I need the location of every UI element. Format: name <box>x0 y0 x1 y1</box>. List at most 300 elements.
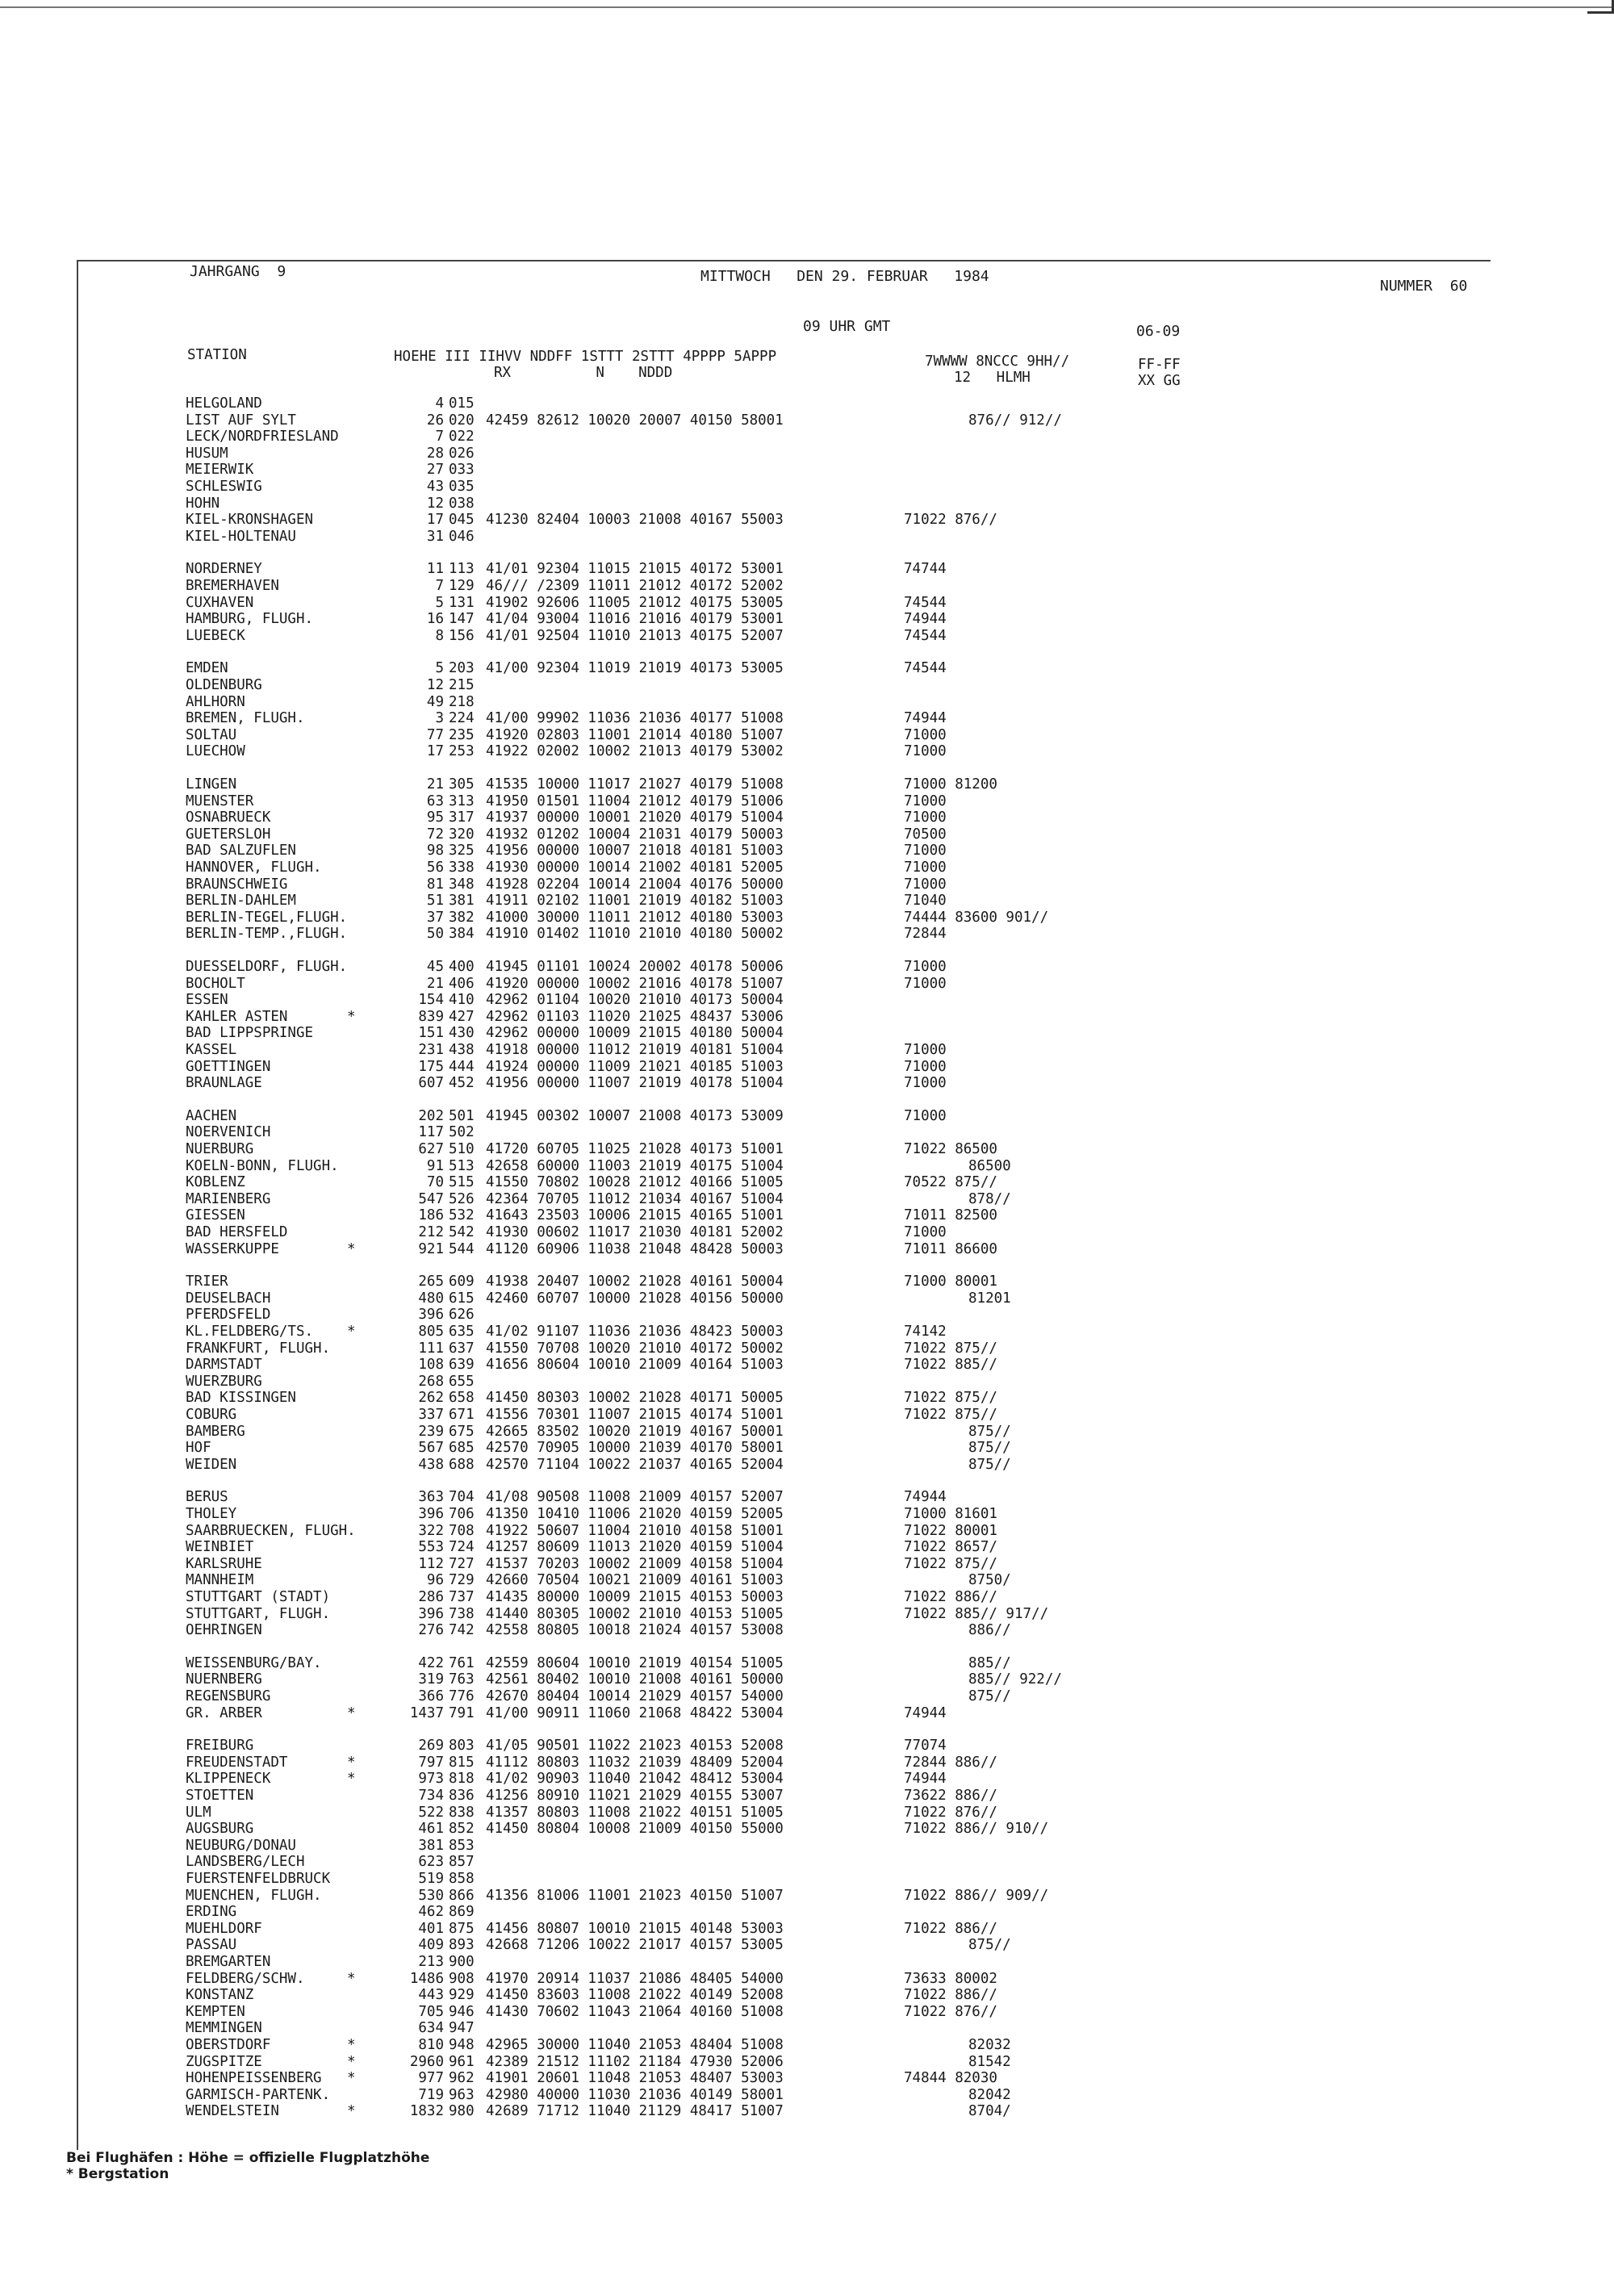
station-name: HUSUM <box>186 445 228 462</box>
observation-groups: 41450 83603 11008 21022 40149 52008 <box>486 1987 784 2004</box>
station-height: 265 <box>418 1273 444 1290</box>
table-row <box>0 1440 1614 1456</box>
station-name: REGENSBURG <box>186 1688 271 1704</box>
observation-groups: 41556 70301 11007 21015 40174 51001 <box>486 1407 784 1423</box>
station-name: FELDBERG/SCHW. <box>186 1970 305 1987</box>
station-height: 322 <box>418 1522 444 1539</box>
station-index: 961 <box>449 2053 475 2070</box>
station-index: 929 <box>449 1987 475 2004</box>
observation-groups: 41922 50607 11004 21010 40158 51001 <box>486 1522 784 1539</box>
observation-groups: 41456 80807 10010 21015 40148 53003 <box>486 1920 784 1937</box>
station-name: GIESSEN <box>186 1207 245 1224</box>
station-height: 462 <box>418 1904 444 1921</box>
observation-groups: 41970 20914 11037 21086 48405 54000 <box>486 1970 784 1987</box>
station-height: 81 <box>426 876 444 893</box>
station-name: TRIER <box>186 1273 228 1290</box>
station-index: 253 <box>449 743 475 760</box>
weather-groups: 74444 83600 901// <box>904 909 1049 926</box>
station-name: BERUS <box>186 1489 228 1506</box>
cloud-groups: 875// <box>968 1456 1011 1473</box>
station-height: 12 <box>426 677 444 693</box>
station-index: 038 <box>449 495 475 512</box>
table-row <box>0 496 1614 512</box>
observation-groups: 42561 80402 10010 21008 40161 50000 <box>486 1671 784 1688</box>
station-name: DUESSELDORF, FLUGH. <box>186 959 348 975</box>
station-name: NORDERNEY <box>186 561 262 578</box>
station-index: 427 <box>449 1008 475 1025</box>
station-index: 791 <box>449 1704 475 1721</box>
table-row <box>0 1273 1614 1290</box>
station-height: 634 <box>418 2020 444 2037</box>
station-name: HOHN <box>186 495 220 512</box>
weather-groups: 71000 <box>904 1058 947 1075</box>
table-row <box>0 2037 1614 2053</box>
table-row <box>0 1407 1614 1423</box>
table-row <box>0 1606 1614 1622</box>
observation-groups: 41256 80910 11021 21029 40155 53007 <box>486 1788 784 1804</box>
station-height: 154 <box>418 992 444 1009</box>
station-name: BERLIN-TEMP.,FLUGH. <box>186 926 348 943</box>
station-height: 461 <box>418 1821 444 1838</box>
weather-groups: 71000 81200 <box>904 776 997 793</box>
weather-groups: 74544 <box>904 627 947 644</box>
weather-groups: 71000 <box>904 1107 947 1124</box>
station-height: 1832 <box>409 2103 444 2120</box>
station-height: 5 <box>435 660 444 677</box>
station-height: 2960 <box>409 2053 444 2070</box>
station-index: 203 <box>449 660 475 677</box>
station-height: 1486 <box>409 1970 444 1987</box>
table-row <box>0 1788 1614 1804</box>
station-height: 51 <box>426 893 444 910</box>
observation-groups: 41230 82404 10003 21008 40167 55003 <box>486 512 784 529</box>
station-height: 519 <box>418 1871 444 1887</box>
observation-groups: 41000 30000 11011 21012 40180 53003 <box>486 909 784 926</box>
observation-groups: 42460 60707 10000 21028 40156 50000 <box>486 1290 784 1307</box>
jahrgang-label: JAHRGANG 9 <box>190 263 286 280</box>
table-row <box>0 1556 1614 1572</box>
station-index: 046 <box>449 528 475 545</box>
ff-column-header: FF-FF <box>1138 357 1181 373</box>
station-name: MEMMINGEN <box>186 2020 262 2037</box>
station-index: 706 <box>449 1506 475 1522</box>
station-index: 430 <box>449 1025 475 1042</box>
table-row <box>0 1539 1614 1555</box>
table-row <box>0 660 1614 676</box>
station-name: COBURG <box>186 1407 237 1423</box>
station-height: 805 <box>418 1324 444 1340</box>
station-name: KEMPTEN <box>186 2003 245 2020</box>
observation-groups: 41357 80803 11008 21022 40151 51005 <box>486 1804 784 1821</box>
station-name: HELGOLAND <box>186 395 262 412</box>
observation-groups: 41910 01402 11010 21010 40180 50002 <box>486 926 784 943</box>
station-name: KL.FELDBERG/TS. <box>186 1324 314 1340</box>
table-row <box>0 1854 1614 1870</box>
station-name: AACHEN <box>186 1107 237 1124</box>
station-name: MEIERWIK <box>186 462 254 479</box>
station-index: 033 <box>449 462 475 479</box>
observation-groups: 41920 00000 10002 21016 40178 51007 <box>486 975 784 992</box>
station-index: 406 <box>449 975 475 992</box>
table-row <box>0 976 1614 992</box>
station-name: AUGSBURG <box>186 1821 254 1838</box>
observation-groups: 42665 83502 10020 21019 40167 50001 <box>486 1423 784 1440</box>
station-index: 635 <box>449 1324 475 1340</box>
station-index: 381 <box>449 893 475 910</box>
station-height: 72 <box>426 826 444 843</box>
table-row <box>0 512 1614 528</box>
observation-groups: 41257 80609 11013 21020 40159 51004 <box>486 1539 784 1556</box>
station-name: NEUBURG/DONAU <box>186 1837 296 1854</box>
observation-groups: 41/02 91107 11036 21036 48423 50003 <box>486 1324 784 1340</box>
station-name: KAHLER ASTEN <box>186 1008 288 1025</box>
station-name: KOELN-BONN, FLUGH. <box>186 1157 339 1174</box>
weather-groups: 71000 <box>904 743 947 760</box>
station-height: 45 <box>426 959 444 975</box>
table-row <box>0 694 1614 710</box>
station-height: 239 <box>418 1423 444 1440</box>
station-name: ULM <box>186 1804 211 1821</box>
station-height: 56 <box>426 859 444 876</box>
station-index: 320 <box>449 826 475 843</box>
observation-groups: 41950 01501 11004 21012 40179 51006 <box>486 793 784 809</box>
station-name: WEINBIET <box>186 1539 254 1556</box>
station-index: 615 <box>449 1290 475 1307</box>
station-index: 022 <box>449 429 475 445</box>
station-name: GOETTINGEN <box>186 1058 271 1075</box>
station-name: SCHLESWIG <box>186 479 262 495</box>
table-row <box>0 429 1614 445</box>
station-index: 980 <box>449 2103 475 2120</box>
station-index: 444 <box>449 1058 475 1075</box>
station-name: GUETERSLOH <box>186 826 271 843</box>
weather-groups: 71000 <box>904 793 947 809</box>
table-row <box>0 1523 1614 1539</box>
observation-groups: 42689 71712 11040 21129 48417 51007 <box>486 2103 784 2120</box>
station-name: BOCHOLT <box>186 975 245 992</box>
station-height: 810 <box>418 2037 444 2053</box>
station-name: LIST AUF SYLT <box>186 412 296 429</box>
observation-groups: 42668 71206 10022 21017 40157 53005 <box>486 1937 784 1954</box>
station-name: FUERSTENFELDBRUCK <box>186 1871 331 1887</box>
station-height: 95 <box>426 809 444 826</box>
table-row <box>0 1324 1614 1340</box>
table-row <box>0 529 1614 545</box>
weather-groups: 70500 <box>904 826 947 843</box>
station-index: 544 <box>449 1240 475 1257</box>
observation-groups: 41/00 99902 11036 21036 40177 51008 <box>486 710 784 727</box>
station-height: 98 <box>426 843 444 859</box>
station-index: 400 <box>449 959 475 975</box>
observation-groups: 41120 60906 11038 21048 48428 50003 <box>486 1240 784 1257</box>
table-row <box>0 893 1614 909</box>
observation-groups: 42962 00000 10009 21015 40180 50004 <box>486 1025 784 1042</box>
weather-groups: 71022 886// <box>904 1987 997 2004</box>
weather-groups: 74744 <box>904 561 947 578</box>
station-name: KARLSRUHE <box>186 1555 262 1572</box>
station-height: 21 <box>426 776 444 793</box>
station-height: 175 <box>418 1058 444 1075</box>
ff-column-subheader: XX GG <box>1138 373 1181 389</box>
observation-groups: 42660 70504 10021 21009 40161 51003 <box>486 1572 784 1589</box>
station-height: 553 <box>418 1539 444 1556</box>
station-height: 21 <box>426 975 444 992</box>
observation-groups: 41956 00000 11007 21019 40178 51004 <box>486 1075 784 1092</box>
station-index: 156 <box>449 627 475 644</box>
station-height: 522 <box>418 1804 444 1821</box>
station-height: 269 <box>418 1738 444 1754</box>
table-row <box>0 710 1614 726</box>
table-row <box>0 1871 1614 1887</box>
table-row <box>0 876 1614 893</box>
table-row <box>0 1424 1614 1440</box>
station-index: 688 <box>449 1456 475 1473</box>
station-index: 852 <box>449 1821 475 1838</box>
station-height: 366 <box>418 1688 444 1704</box>
weather-groups: 71000 <box>904 843 947 859</box>
station-index: 655 <box>449 1373 475 1390</box>
station-height: 91 <box>426 1157 444 1174</box>
station-index: 639 <box>449 1357 475 1374</box>
table-row <box>0 1042 1614 1058</box>
table-row <box>0 1390 1614 1406</box>
observation-groups: 41937 00000 10001 21020 40179 51004 <box>486 809 784 826</box>
station-name: OSNABRUECK <box>186 809 271 826</box>
table-row <box>0 910 1614 926</box>
table-row <box>0 1921 1614 1937</box>
station-name: WASSERKUPPE <box>186 1240 279 1257</box>
station-height: 422 <box>418 1654 444 1671</box>
station-height: 37 <box>426 909 444 926</box>
cloud-groups: 885// 922// <box>968 1671 1062 1688</box>
station-index: 542 <box>449 1224 475 1240</box>
mountain-station-mark: * <box>347 2037 356 2053</box>
observation-groups: 41902 92606 11005 21012 40175 53005 <box>486 594 784 611</box>
weather-groups: 71022 885// 917// <box>904 1605 1049 1622</box>
table-row <box>0 859 1614 876</box>
weather-groups: 71022 875// <box>904 1340 997 1357</box>
observation-groups: 42980 40000 11030 21036 40149 58001 <box>486 2086 784 2103</box>
weather-groups: 74944 <box>904 1771 947 1788</box>
weather-groups: 74944 <box>904 710 947 727</box>
station-height: 96 <box>426 1572 444 1589</box>
table-row <box>0 2054 1614 2070</box>
station-index: 218 <box>449 693 475 710</box>
table-row <box>0 628 1614 644</box>
observation-groups: 41435 80000 10009 21015 40153 50003 <box>486 1589 784 1605</box>
station-index: 658 <box>449 1390 475 1407</box>
station-index: 675 <box>449 1423 475 1440</box>
station-height: 719 <box>418 2086 444 2103</box>
table-row <box>0 826 1614 843</box>
station-index: 818 <box>449 1771 475 1788</box>
station-index: 502 <box>449 1124 475 1141</box>
cloud-groups: 875// <box>968 1423 1011 1440</box>
table-row <box>0 2020 1614 2036</box>
station-height: 111 <box>418 1340 444 1357</box>
table-row <box>0 1655 1614 1671</box>
weather-groups: 71000 <box>904 975 947 992</box>
observation-groups: 41440 80305 10002 21010 40153 51005 <box>486 1605 784 1622</box>
mountain-station-mark: * <box>347 1240 356 1257</box>
station-name: STUTTGART (STADT) <box>186 1589 331 1605</box>
station-height: 186 <box>418 1207 444 1224</box>
station-name: CUXHAVEN <box>186 594 254 611</box>
observation-groups: 41911 02102 11001 21019 40182 51003 <box>486 893 784 910</box>
station-name: SAARBRUECKEN, FLUGH. <box>186 1522 356 1539</box>
station-index: 348 <box>449 876 475 893</box>
station-name: KIEL-KRONSHAGEN <box>186 512 314 529</box>
station-name: BAD LIPPSPRINGE <box>186 1025 314 1042</box>
table-row <box>0 1987 1614 2003</box>
table-row <box>0 1904 1614 1920</box>
observation-groups: 41550 70708 10020 21010 40172 50002 <box>486 1340 784 1357</box>
observation-groups: 42558 80805 10018 21024 40157 53008 <box>486 1622 784 1639</box>
observation-groups: 41918 00000 11012 21019 40181 51004 <box>486 1042 784 1058</box>
station-index: 724 <box>449 1539 475 1556</box>
station-name: BREMEN, FLUGH. <box>186 710 305 727</box>
station-height: 26 <box>426 412 444 429</box>
station-index: 501 <box>449 1107 475 1124</box>
station-height: 921 <box>418 1240 444 1257</box>
table-row <box>0 1075 1614 1091</box>
table-row <box>0 1572 1614 1588</box>
weather-groups: 74844 82030 <box>904 2070 997 2087</box>
station-height: 4 <box>435 395 444 412</box>
observation-groups: 41/05 90501 11022 21023 40153 52008 <box>486 1738 784 1754</box>
station-height: 3 <box>435 710 444 727</box>
station-name: DEUSELBACH <box>186 1290 271 1307</box>
table-row <box>0 1489 1614 1505</box>
footnote-legend: * Bergstation <box>66 2166 169 2182</box>
observation-groups: 41/01 92304 11015 21015 40172 53001 <box>486 561 784 578</box>
table-row <box>0 412 1614 429</box>
table-row <box>0 793 1614 809</box>
station-name: MUENCHEN, FLUGH. <box>186 1887 322 1904</box>
station-index: 869 <box>449 1904 475 1921</box>
station-name: KONSTANZ <box>186 1987 254 2004</box>
station-index: 382 <box>449 909 475 926</box>
station-height: 112 <box>418 1555 444 1572</box>
station-height: 480 <box>418 1290 444 1307</box>
station-name: ESSEN <box>186 992 228 1009</box>
station-index: 685 <box>449 1440 475 1457</box>
station-index: 438 <box>449 1042 475 1058</box>
observation-groups: 42459 82612 10020 20007 40150 58001 <box>486 412 784 429</box>
station-height: 401 <box>418 1920 444 1937</box>
observation-groups: 41112 80803 11032 21039 48409 52004 <box>486 1754 784 1771</box>
table-row <box>0 1971 1614 1987</box>
weather-groups: 74544 <box>904 594 947 611</box>
weather-groups: 71022 875// <box>904 1390 997 1407</box>
station-index: 858 <box>449 1871 475 1887</box>
observation-groups: 41938 20407 10002 21028 40161 50004 <box>486 1273 784 1290</box>
table-row <box>0 2103 1614 2119</box>
station-index: 900 <box>449 1954 475 1970</box>
weather-groups: 71040 <box>904 893 947 910</box>
table-row <box>0 1307 1614 1323</box>
station-index: 815 <box>449 1754 475 1771</box>
weather-groups: 71022 876// <box>904 512 997 529</box>
station-height: 319 <box>418 1671 444 1688</box>
cloud-groups: 8704/ <box>968 2103 1011 2120</box>
group-columns-subheader: 12 HLMH <box>954 370 1031 386</box>
station-index: 946 <box>449 2003 475 2020</box>
table-row <box>0 578 1614 594</box>
observation-groups: 41945 01101 10024 20002 40178 50006 <box>486 959 784 975</box>
weather-groups: 73622 886// <box>904 1788 997 1804</box>
station-height: 213 <box>418 1954 444 1970</box>
station-height: 530 <box>418 1887 444 1904</box>
station-name: THOLEY <box>186 1506 237 1522</box>
station-name: ERDING <box>186 1904 237 1921</box>
observation-groups: 41656 80604 10010 21009 40164 51003 <box>486 1357 784 1374</box>
weather-groups: 71000 81601 <box>904 1506 997 1522</box>
mountain-station-mark: * <box>347 2070 356 2087</box>
weather-groups: 71000 <box>904 959 947 975</box>
station-name: BERLIN-TEGEL,FLUGH. <box>186 909 348 926</box>
station-index: 015 <box>449 395 475 412</box>
station-index: 637 <box>449 1340 475 1357</box>
station-name: MUENSTER <box>186 793 254 809</box>
station-name: WENDELSTEIN <box>186 2103 279 2120</box>
station-height: 50 <box>426 926 444 943</box>
mountain-station-mark: * <box>347 1771 356 1788</box>
station-index: 305 <box>449 776 475 793</box>
station-name: HANNOVER, FLUGH. <box>186 859 322 876</box>
station-height: 77 <box>426 726 444 743</box>
table-row <box>0 1888 1614 1904</box>
station-height: 623 <box>418 1854 444 1871</box>
station-name: NUERNBERG <box>186 1671 262 1688</box>
observation-time: 09 UHR GMT <box>803 318 891 335</box>
table-row <box>0 1954 1614 1970</box>
station-height: 70 <box>426 1174 444 1191</box>
station-index: 671 <box>449 1407 475 1423</box>
observation-groups: 41922 02002 10002 21013 40179 53002 <box>486 743 784 760</box>
weather-groups: 71000 <box>904 1042 947 1058</box>
station-name: AHLHORN <box>186 693 245 710</box>
observation-groups: 42670 80404 10014 21029 40157 54000 <box>486 1688 784 1704</box>
observation-groups: 41928 02204 10014 21004 40176 50000 <box>486 876 784 893</box>
station-height: 7 <box>435 429 444 445</box>
station-height: 409 <box>418 1937 444 1954</box>
station-height: 268 <box>418 1373 444 1390</box>
weather-groups: 71000 <box>904 859 947 876</box>
observation-groups: 41930 00602 11017 21030 40181 52002 <box>486 1224 784 1240</box>
station-column-header: STATION <box>187 347 247 363</box>
weather-groups: 74142 <box>904 1324 947 1340</box>
weather-groups: 71022 886// 909// <box>904 1887 1049 1904</box>
station-name: NOERVENICH <box>186 1124 271 1141</box>
station-index: 515 <box>449 1174 475 1191</box>
station-height: 5 <box>435 594 444 611</box>
station-index: 761 <box>449 1654 475 1671</box>
station-name: MANNHEIM <box>186 1572 254 1589</box>
observation-groups: 42658 60000 11003 21019 40175 51004 <box>486 1157 784 1174</box>
table-row <box>0 1207 1614 1223</box>
station-height: 49 <box>426 693 444 710</box>
station-index: 908 <box>449 1970 475 1987</box>
table-row <box>0 1025 1614 1041</box>
station-index: 147 <box>449 611 475 628</box>
table-row <box>0 1805 1614 1821</box>
cloud-groups: 8750/ <box>968 1572 1011 1589</box>
station-name: HOHENPEISSENBERG <box>186 2070 322 2087</box>
station-index: 410 <box>449 992 475 1009</box>
table-row <box>0 1937 1614 1953</box>
observation-groups: 41932 01202 10004 21031 40179 50003 <box>486 826 784 843</box>
